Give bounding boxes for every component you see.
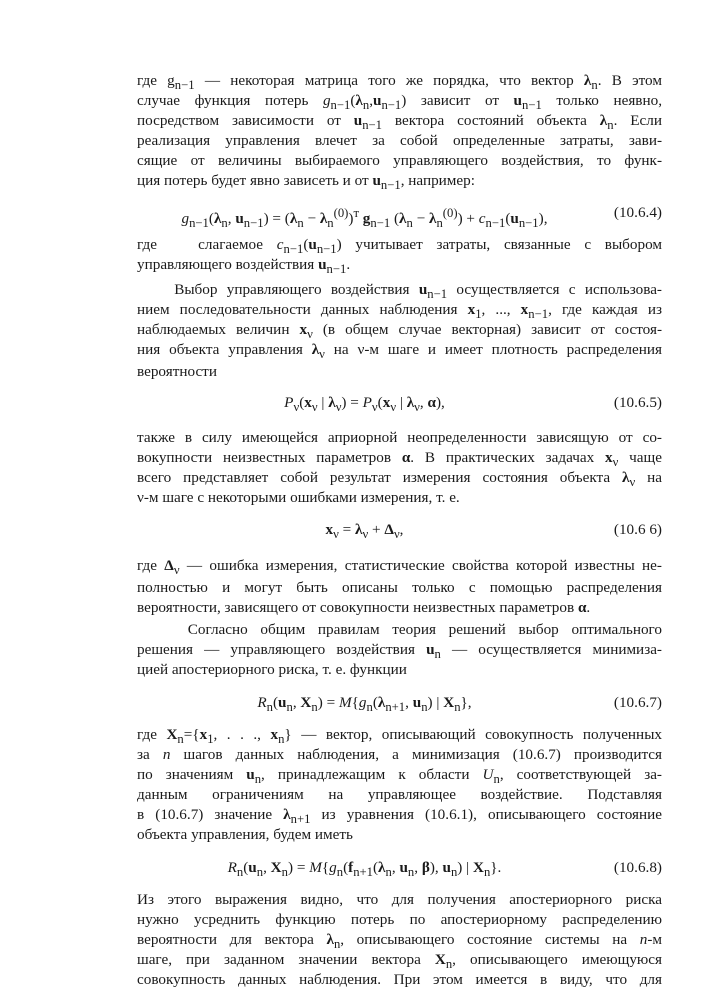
equation-number: (10.6.4): [613, 204, 662, 221]
text-line: объекта управления, будем иметь: [137, 826, 353, 843]
text-line: нием последовательности данных наблюдения $x_1$, ..., $x_{n-1}$, где каждая из: [137, 301, 662, 322]
equation-formula: $g_{n-1}(\lambda_n$, $u_{n-1}) = (\lambda_n - \lambda_n^{(0)})^т$ $g_{n-1}$ $(\lambda_n - \lambda_n^{(0)}) + c_{n-1}(u_{n-1})$,: [181, 206, 548, 231]
text-line: по значениям $u_n$, принадлежащим к области $U_n$, соответствующей за-: [137, 766, 662, 787]
text-line: наблюдаемых величин $x_\nu$ (в общем случае векторная) зависит от состоя-: [137, 321, 662, 342]
text-line: ния объекта управления $\lambda_\nu$ на ν-м шаге и имеет плотность распределения: [137, 341, 662, 362]
text-line: цией апостериорного риска, т. е. функции: [137, 661, 407, 678]
text-line: реализация управления влечет за собой определенные затраты, зави-: [137, 132, 662, 149]
equation-10-6-4: [137, 202, 662, 231]
text-line: шаге, при заданном значении вектора $X_n$, описывающего имеющуюся: [137, 951, 662, 972]
text-line: данным ограничениям на управляющее воздействие. Подставляя: [137, 786, 662, 803]
text-line: Выбор управляющего воздействия $u_{n-1}$ осуществляется с использова-: [137, 281, 662, 302]
text-line: посредством зависимости от $u_{n-1}$ вектора состояний объекта $\lambda_n$. Если: [137, 112, 662, 133]
text-line: полностью и могут быть описаны только с помощью распределения: [137, 579, 662, 596]
equation-10-6-6: [137, 519, 662, 541]
text-line: где $X_n=\{x_1$, . . ., $x_n$} — вектор, описывающий совокупность полученных: [137, 726, 662, 747]
text-line: вероятности, зависящего от совокупности неизвестных параметров α.: [137, 599, 591, 616]
text-line: где слагаемое $c_{n-1}(u_{n-1})$ учитывает затраты, связанные с выбором: [137, 236, 662, 257]
text-line: решения — управляющего воздействия $u_n$ — осуществляется минимиза-: [137, 641, 662, 662]
equation-10-6-7: [137, 692, 662, 714]
text-line: где $\Delta_\nu$ — ошибка измерения, статистические свойства которой известны не-: [137, 557, 662, 578]
text-line: случае функция потерь $g_{n-1}(\lambda_n,u_{n-1})$ зависит от $u_{n-1}$ только неявно,: [137, 92, 662, 113]
text-line: ция потерь будет явно зависеть и от $u_{n-1}$, например:: [137, 172, 475, 193]
equation-number: (10.6.7): [613, 694, 662, 711]
equation-10-6-5: [137, 392, 662, 414]
text-line: в (10.6.7) значение $\lambda_{n+1}$ из уравнения (10.6.1), описывающего состояние: [137, 806, 662, 827]
text-line: за n шагов данных наблюдения, а минимизация (10.6.7) производится: [137, 746, 662, 763]
text-line: также в силу имеющейся априорной неопределенности зависящую от со-: [137, 429, 662, 446]
text-line: вероятности для вектора $\lambda_n$, описывающего состояние системы на n-м: [137, 931, 662, 952]
equation-number: (10.6 6): [613, 521, 662, 538]
equation-formula: $x_\nu = \lambda_\nu + \Delta_\nu$,: [325, 521, 404, 542]
equation-formula: $R_n(u_n$, $X_n) = M\{g_n(\lambda_{n+1}$, $u_n$) | $X_n$},: [257, 694, 472, 715]
text-line: Из этого выражения видно, что для получения апостериорного риска: [137, 891, 662, 908]
text-line: нужно усреднить функцию потерь по апостериорному распределению: [137, 911, 662, 928]
equation-number: (10.6.5): [613, 394, 662, 411]
equation-formula: $P_\nu(x_\nu$ | $\lambda_\nu) = P_\nu(x_\nu$ | $\lambda_\nu$, α),: [284, 394, 445, 415]
equation-formula: $R_n(u_n$, $X_n) = M\{g_n(f_{n+1}(\lambda_n$, $u_n$, β), $u_n$) | $X_n$}.: [227, 859, 502, 880]
text-line: совокупность данных наблюдения. При этом имеется в виду, что для: [137, 971, 662, 988]
text-line: где $g_{n-1}$ — некоторая матрица того же порядка, что вектор $\lambda_n$. В этом: [137, 72, 662, 93]
equation-number: (10.6.8): [613, 859, 662, 876]
text-line: всего представляет собой результат измерения состояния объекта $\lambda_\nu$ на: [137, 469, 662, 490]
text-line: вероятности: [137, 363, 217, 380]
text-line: сящие от величины выбираемого управляющего воздействия, то функ-: [137, 152, 662, 169]
text-line: управляющего воздействия $u_{n-1}$.: [137, 256, 351, 277]
text-line: ν-м шаге с некоторыми ошибками измерения, т. е.: [137, 489, 460, 506]
text-line: вокупности неизвестных параметров α. В практических задачах $x_\nu$ чаще: [137, 449, 662, 470]
text-line: Согласно общим правилам теория решений выбор оптимального: [137, 621, 662, 638]
equation-10-6-8: [137, 857, 662, 879]
